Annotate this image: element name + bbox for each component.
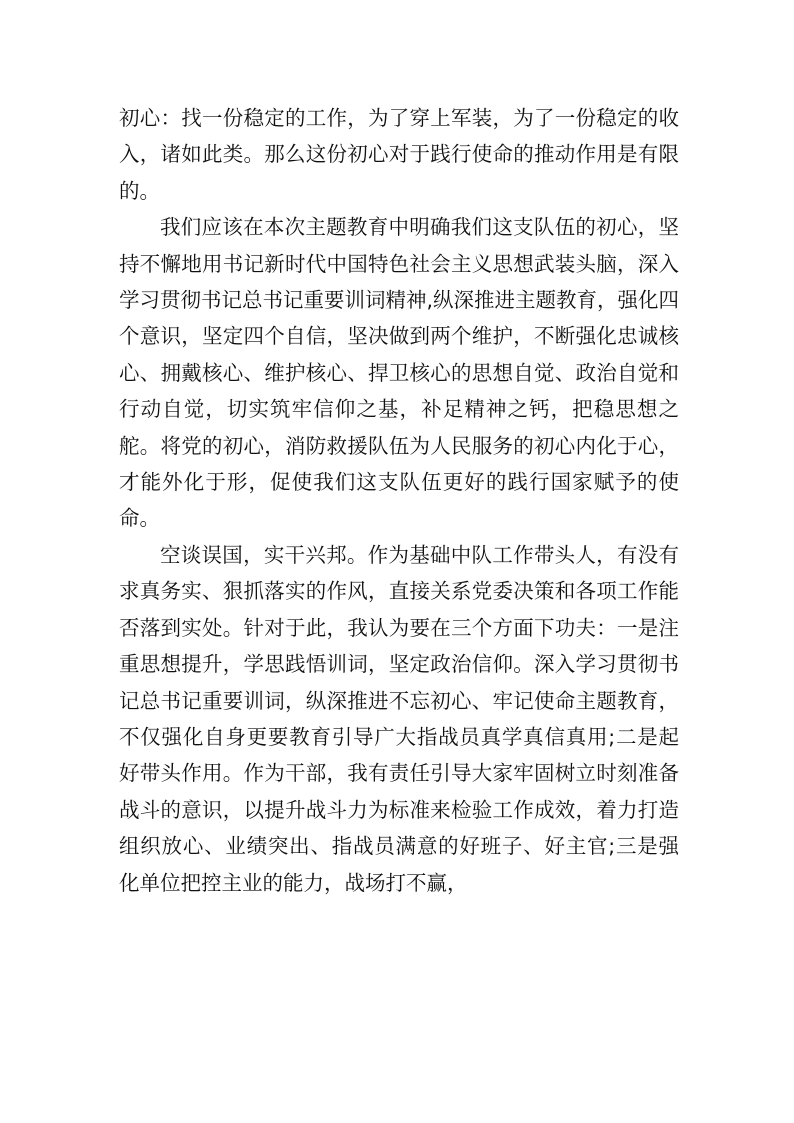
document-body [119,100,679,901]
paragraph-1: 初心：找一份稳定的工作，为了穿上军装，为了一份稳定的收入，诸如此类。那么这份初心对于践行使命的推动作用是有限的。 [119,106,679,203]
paragraph-3: 空谈误国，实干兴邦。作为基础中队工作带头人，有没有求真务实、狠抓落实的作风，直接关系党委决策和各项工作能否落到实处。针对于此，我认为要在三个方面下功夫：一是注重思想提升，学思践悟训词，坚定政治信仰。深入学习贯彻书记总书记重要训词，纵深推进不忘初心、牢记使命主题教育，不仅强化自身更要教育引导广大指战员真学真信真用;二是起好带头作用。作为干部，我有责任引导大家牢固树立时刻准备战斗的意识，以提升战斗力为标准来检验工作成效，着力打造组织放心、业绩突出、指战员满意的好班子、好主官;三是强化单位把控主业的能力，战场打不赢， [119,542,679,895]
paragraph-2: 我们应该在本次主题教育中明确我们这支队伍的初心，坚持不懈地用书记新时代中国特色社会主义思想武装头脑，深入学习贯彻书记总书记重要训词精神,纵深推进主题教育，强化四个意识，坚定四个自信，坚决做到两个维护，不断强化忠诚核心、拥戴核心、维护核心、捍卫核心的思想自觉、政治自觉和行动自觉，切实筑牢信仰之基，补足精神之钙，把稳思想之舵。将党的初心，消防救援队伍为人民服务的初心内化于心，才能外化于形，促使我们这支队伍更好的践行国家赋予的使命。 [119,215,680,531]
